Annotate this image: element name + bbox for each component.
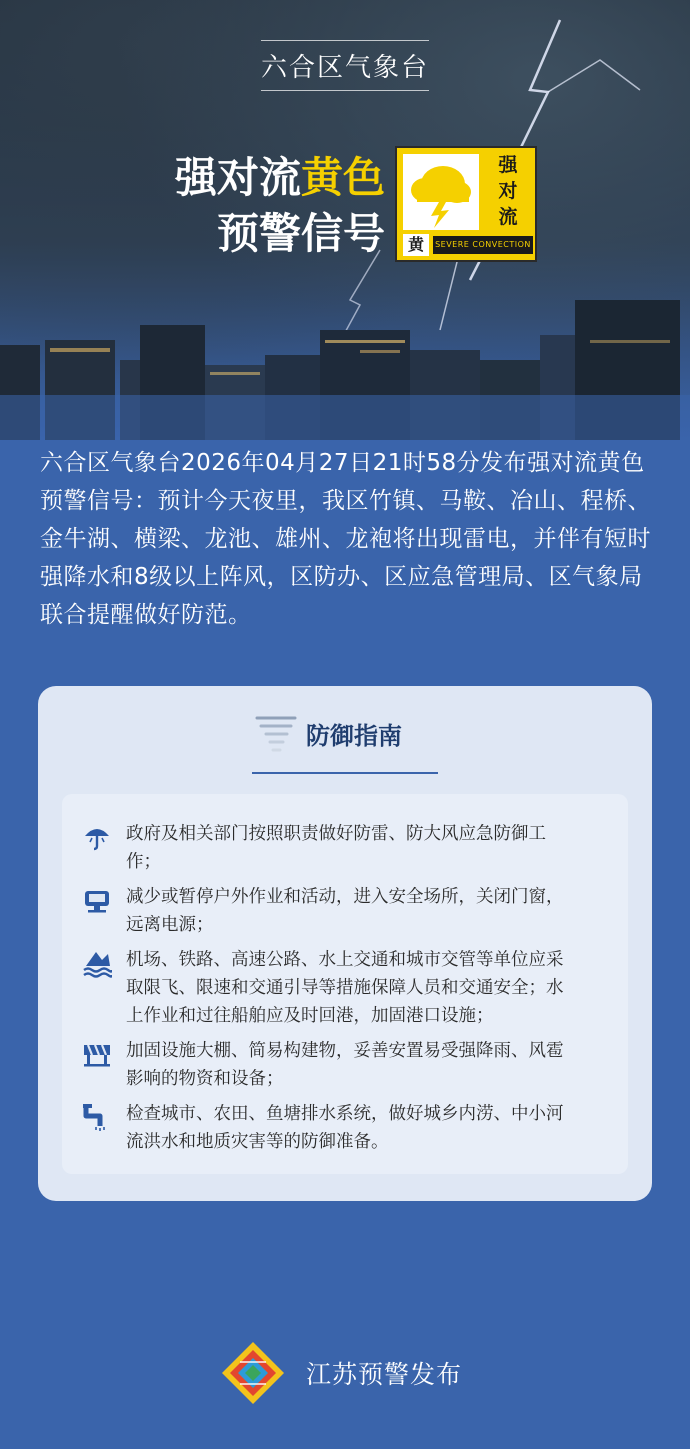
water-wave-icon [82, 948, 112, 978]
title-type: 强对流 [174, 153, 301, 202]
issuer-name: 六合区气象台 [261, 40, 429, 91]
announcement-text: 六合区气象台2026年04月27日21时58分发布强对流黄色预警信号：预计今天夜里，我区竹镇、马鞍、冶山、程桥、金牛湖、横梁、龙池、雄州、龙袍将出现雷电，并伴有短时强降水和8级以上阵风，区防办、区应急管理局、区气象局联合提醒做好防范。 [40, 450, 651, 628]
title-line2: 预警信号 [216, 209, 385, 258]
footer-brand [220, 1340, 520, 1406]
warning-signal-icon [395, 146, 537, 262]
signal-level-char: 黄 [403, 234, 429, 256]
city-skyline [0, 300, 690, 440]
title-level: 黄色 [300, 153, 385, 202]
umbrella-icon [82, 822, 112, 852]
drain-pipe-icon [82, 1102, 112, 1132]
guide-list: 政府及相关部门按照职责做好防雷、防大风应急防御工作； 减少或暂停户外作业和活动，进入安全场所，关闭门窗，远离电源； 机场、铁路、高速公路、水上交通和城市交管等单位应采取限飞、限速和交通引导等措施保障人员和交通安全；水上作业和过往船舶应及时回港，加固港口设施； 加固设施大棚、简易构建物，妥善安置易受强降雨、风雹影响的物资和设备； 检查城市、农田、鱼塘排水系统，做好城乡内涝、中小河流洪水和地质灾害等的防御准备。 [62, 794, 628, 1174]
guide-title-underline [252, 772, 438, 774]
jiangsu-warning-logo [220, 1340, 286, 1406]
tornado-icon [253, 710, 299, 756]
signal-side-text: 强 对 流 [498, 154, 518, 228]
barrier-icon [82, 1039, 112, 1069]
warning-title [150, 150, 385, 262]
shelter-icon [82, 885, 112, 915]
guide-title: 防御指南 [306, 722, 402, 750]
brand-name: 江苏预警发布 [306, 1360, 463, 1389]
defense-guide-card [38, 686, 652, 1201]
signal-english-label: SEVERE CONVECTION [433, 236, 533, 254]
storm-cloud-icon [403, 154, 479, 230]
hero-banner [0, 0, 690, 440]
